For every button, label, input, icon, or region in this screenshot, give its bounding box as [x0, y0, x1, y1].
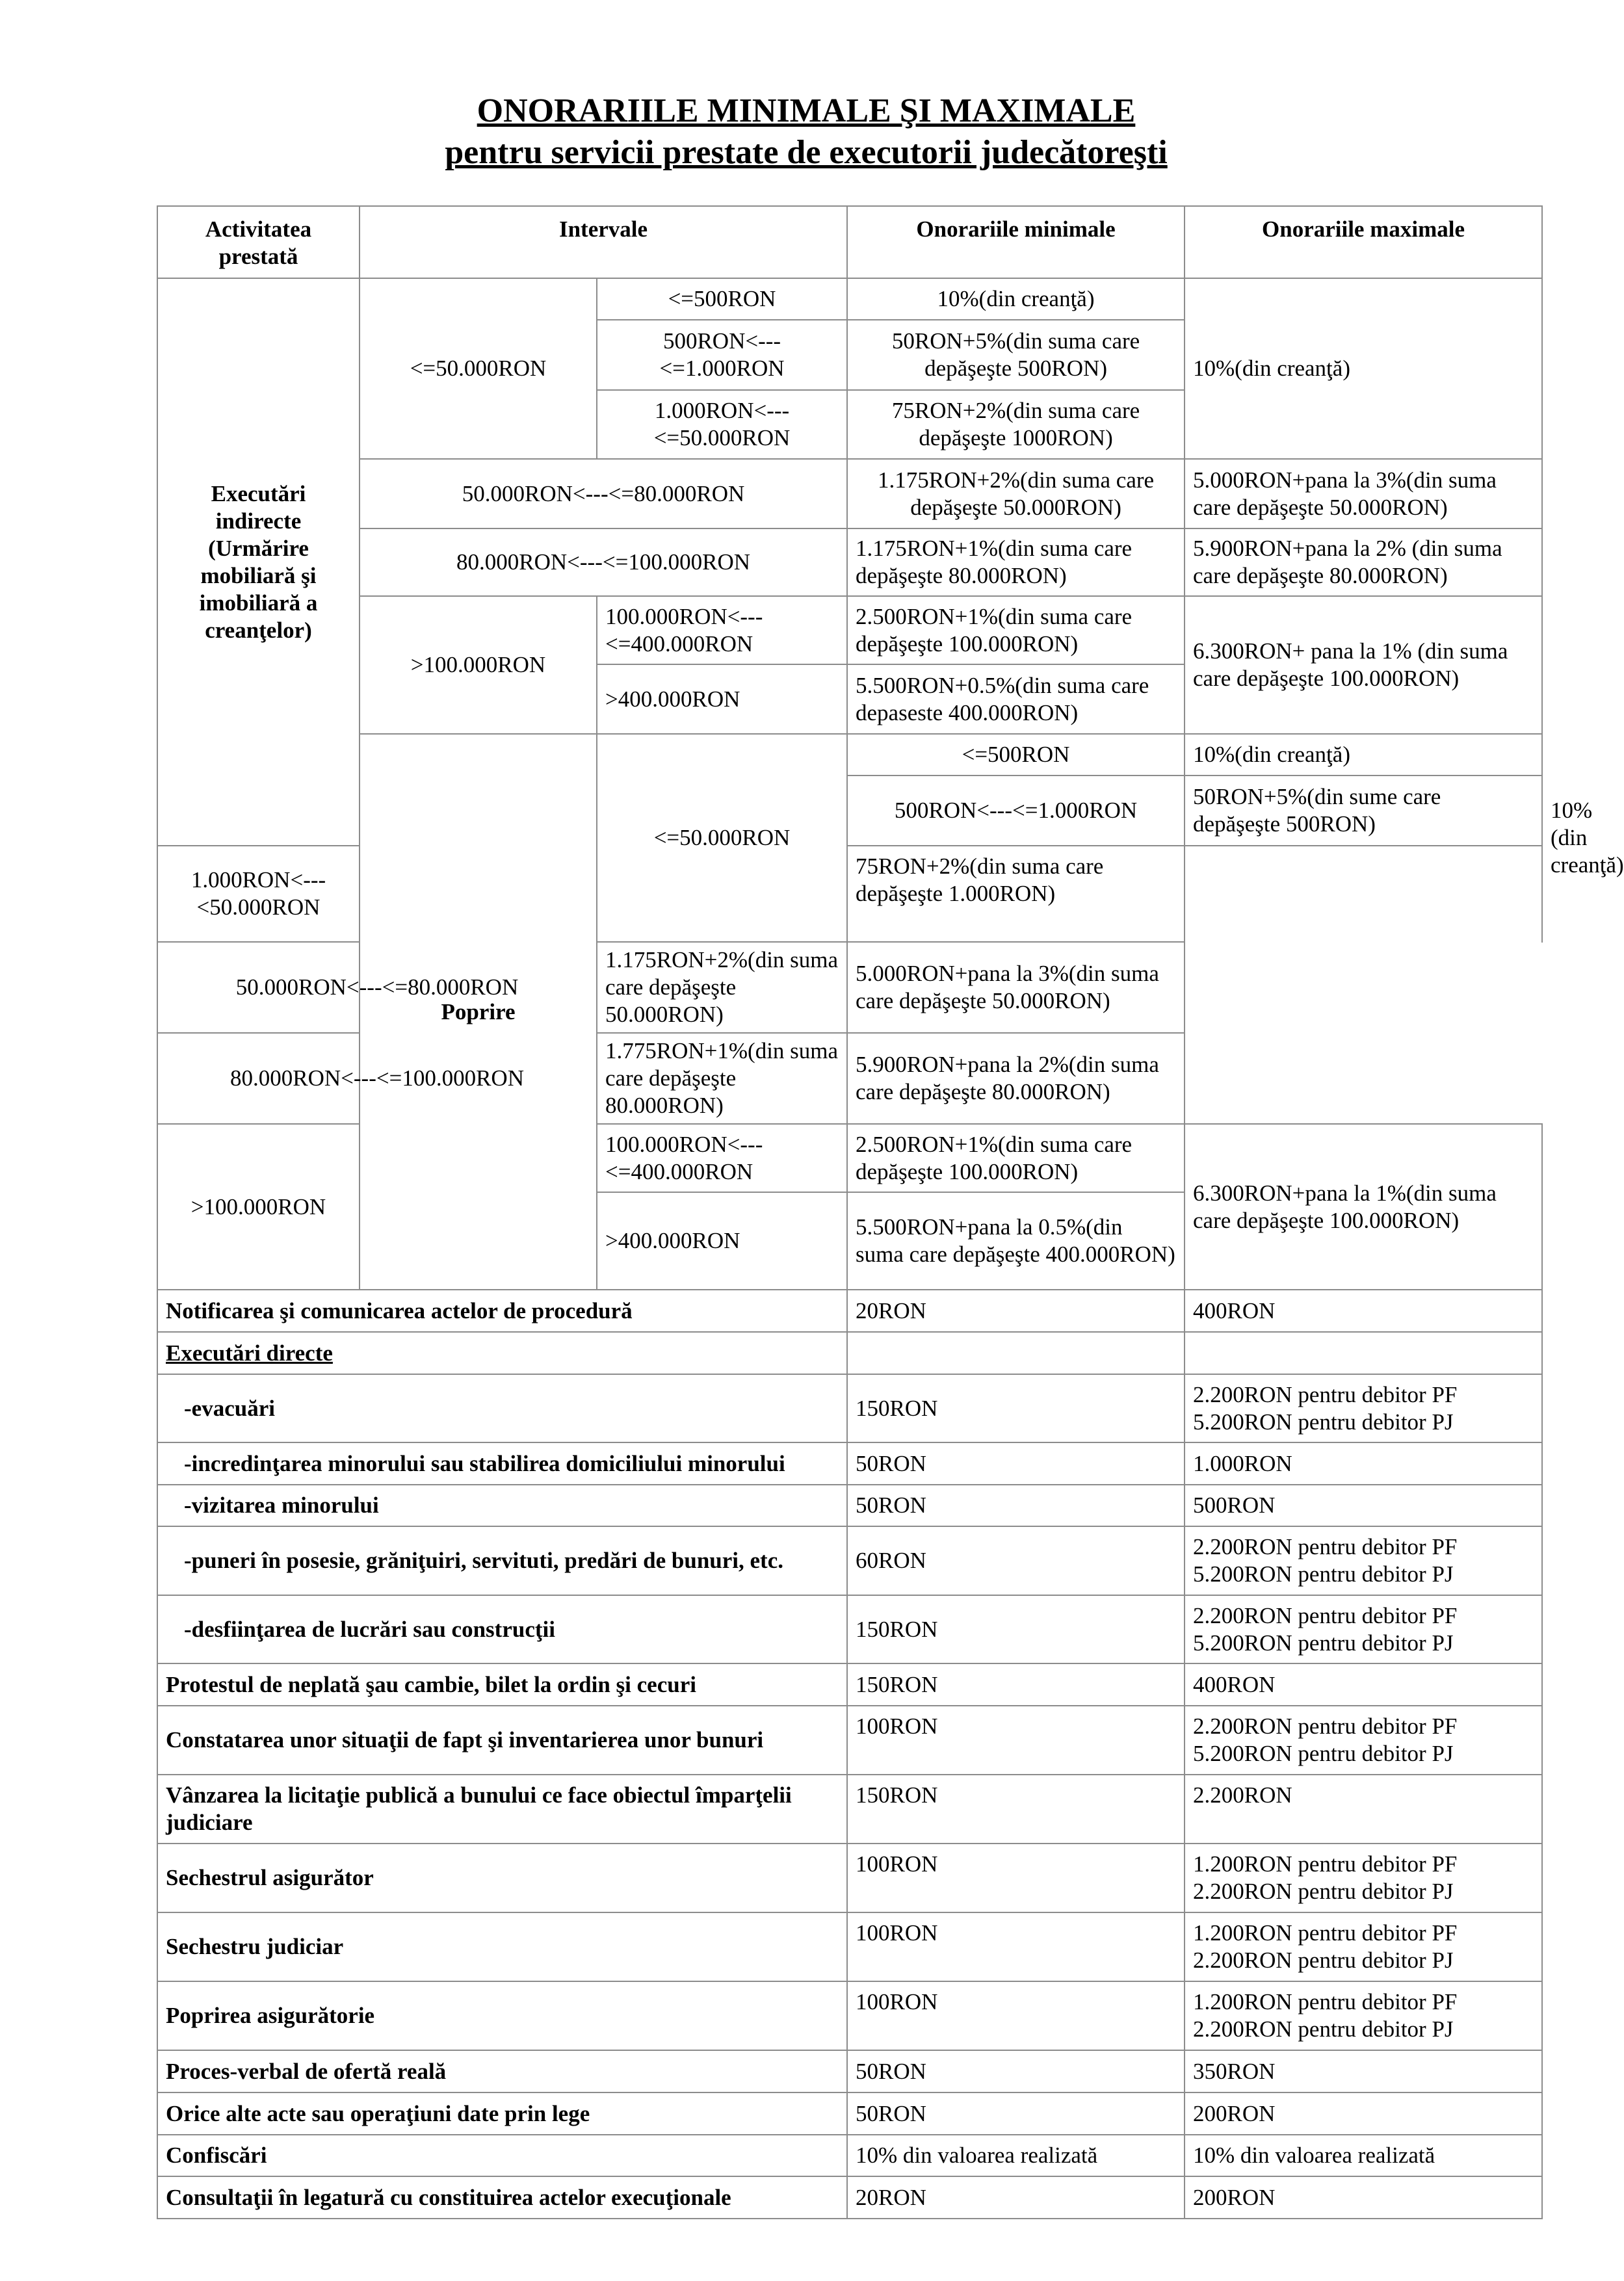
min-fee-cell: 1.175RON+2%(din suma care depăşeşte 50.000RON) — [597, 942, 847, 1033]
range-cell: 80.000RON<---<=100.000RON — [360, 528, 847, 596]
max-fee-cell: 5.900RON+pana la 2%(din suma care depăşeşte 80.000RON) — [847, 1033, 1185, 1124]
header-activity: Activitatea prestată — [157, 206, 360, 278]
table-row — [157, 1663, 1542, 1706]
table-row — [157, 1290, 1542, 1332]
max-fee-cell: 5.000RON+pana la 3%(din suma care depăşeşte 50.000RON) — [1185, 459, 1542, 528]
range-cell: >100.000RON — [157, 1124, 360, 1290]
table-row — [157, 528, 1542, 596]
min-fee-cell: 100RON — [847, 1981, 1185, 2050]
min-fee-cell: 100RON — [847, 1706, 1185, 1775]
subrange-cell: >400.000RON — [597, 664, 847, 734]
table-row — [157, 1442, 1542, 1485]
table-row — [157, 1706, 1542, 1775]
activity-cell: Sechestrul asigurător — [157, 1844, 847, 1912]
table-row — [157, 1374, 1542, 1442]
table-row — [157, 596, 1542, 664]
activity-indirect: Executări indirecte (Urmărire mobiliară şi imobiliară a creanţelor) — [157, 278, 360, 846]
min-fee-cell: 5.500RON+pana la 0.5%(din suma care depăşeşte 400.000RON) — [847, 1192, 1185, 1290]
activity-poprire: Poprire — [360, 734, 597, 1290]
table-row — [157, 2135, 1542, 2176]
activity-cell: Protestul de neplată şau cambie, bilet la ordin şi cecuri — [157, 1663, 847, 1706]
subrange-cell: <=500RON — [597, 278, 847, 320]
min-fee-cell: 2.500RON+1%(din suma care depăşeşte 100.000RON) — [847, 1124, 1185, 1192]
range-cell: 80.000RON<---<=100.000RON — [157, 1033, 597, 1124]
document-title: ONORARIILE MINIMALE ŞI MAXIMALE — [477, 92, 1136, 129]
activity-cell: Consultaţii în legatură cu constituirea actelor execuţionale — [157, 2176, 847, 2219]
document-subtitle: pentru servicii prestate de executorii judecătoreşti — [445, 134, 1168, 171]
subrange-cell: <=500RON — [847, 734, 1185, 776]
table-row — [157, 1332, 1542, 1374]
max-fee-line: 5.200RON pentru debitor PJ — [1193, 1741, 1454, 1766]
max-fee-cell: 1.000RON — [1185, 1442, 1542, 1485]
max-fee-cell: 5.900RON+pana la 2% (din suma care depăşeşte 80.000RON) — [1185, 528, 1542, 596]
max-fee-line: 2.200RON pentru debitor PF — [1193, 1381, 1458, 1407]
min-fee-cell: 50RON — [847, 1442, 1185, 1485]
max-fee-cell — [1185, 1844, 1542, 1912]
activity-cell: Vânzarea la licitaţie publică a bunului ce face obiectul împarţelii judiciare — [157, 1775, 847, 1844]
min-fee-cell: 50RON — [847, 2050, 1185, 2092]
max-fee-line: 2.200RON pentru debitor PJ — [1193, 1879, 1454, 1904]
table-row — [157, 1981, 1542, 2050]
min-fee-cell: 20RON — [847, 2176, 1185, 2219]
activity-cell: Proces-verbal de ofertă reală — [157, 2050, 847, 2092]
header-max: Onorariile maximale — [1185, 206, 1542, 278]
max-fee-cell: 10%(din creanţă) — [1185, 278, 1542, 459]
table-row — [157, 1595, 1542, 1663]
max-fee-cell: 6.300RON+ pana la 1% (din suma care depăşeşte 100.000RON) — [1185, 596, 1542, 734]
range-cell: <=50.000RON — [597, 734, 847, 942]
max-fee-cell: 400RON — [1185, 1290, 1542, 1332]
min-fee-cell: 20RON — [847, 1290, 1185, 1332]
subrange-cell: 1.000RON<---<=50.000RON — [597, 390, 847, 459]
activity-cell: -evacuări — [157, 1374, 847, 1442]
table-row — [157, 1844, 1542, 1912]
max-fee-cell — [1185, 1374, 1542, 1442]
max-fee-cell — [1185, 1526, 1542, 1595]
min-fee-cell: 150RON — [847, 1775, 1185, 1844]
activity-cell: -desfiinţarea de lucrări sau construcţii — [157, 1595, 847, 1663]
table-row: Poprire <=50.000RON <=500RON 10%(din creanţă) 10%(din creanţă) — [157, 734, 1542, 776]
range-cell: 50.000RON<---<=80.000RON — [157, 942, 597, 1033]
min-fee-cell: 50RON — [847, 2092, 1185, 2135]
min-fee-cell: 150RON — [847, 1595, 1185, 1663]
min-fee-cell: 10%(din creanţă) — [1185, 734, 1542, 776]
min-fee-cell: 150RON — [847, 1374, 1185, 1442]
min-fee-cell: 1.175RON+1%(din suma care depăşeşte 80.000RON) — [847, 528, 1185, 596]
max-fee-cell — [1185, 1332, 1542, 1374]
max-fee-line: 5.200RON pentru debitor PJ — [1193, 1630, 1454, 1656]
table-row — [157, 942, 1542, 1033]
max-fee-line: 5.200RON pentru debitor PJ — [1193, 1409, 1454, 1435]
max-fee-line: 2.200RON pentru debitor PF — [1193, 1602, 1458, 1628]
max-fee-line: 2.200RON pentru debitor PF — [1193, 1534, 1458, 1559]
min-fee-cell — [847, 1332, 1185, 1374]
min-fee-cell: 1.175RON+2%(din suma care depăşeşte 50.000RON) — [847, 459, 1185, 528]
table-row — [157, 1485, 1542, 1526]
section-heading-directe: Executări directe — [157, 1332, 847, 1374]
max-fee-cell: 5.000RON+pana la 3%(din suma care depăşeşte 50.000RON) — [847, 942, 1185, 1033]
max-fee-line: 2.200RON pentru debitor PJ — [1193, 1948, 1454, 1973]
range-cell: >100.000RON — [360, 596, 597, 734]
max-fee-line: 1.200RON pentru debitor PF — [1193, 1920, 1458, 1946]
max-fee-cell: 10% din valoarea realizată — [1185, 2135, 1542, 2176]
max-fee-cell: 500RON — [1185, 1485, 1542, 1526]
activity-cell: Orice alte acte sau operaţiuni date prin lege — [157, 2092, 847, 2135]
max-fee-line: 1.200RON pentru debitor PF — [1193, 1989, 1458, 2014]
max-fee-cell — [1185, 1595, 1542, 1663]
min-fee-cell: 50RON+5%(din suma care depăşeşte 500RON) — [847, 320, 1185, 390]
max-fee-line: 2.200RON pentru debitor PJ — [1193, 2016, 1454, 2042]
activity-cell: Confiscări — [157, 2135, 847, 2176]
max-fee-cell: 2.200RON — [1185, 1775, 1542, 1844]
table-row — [157, 2176, 1542, 2219]
max-fee-line: 1.200RON pentru debitor PF — [1193, 1851, 1458, 1877]
subrange-cell: >400.000RON — [597, 1192, 847, 1290]
min-fee-cell: 75RON+2%(din suma care depăşeşte 1.000RON) — [847, 846, 1185, 942]
table-row — [157, 2092, 1542, 2135]
table-row — [157, 1526, 1542, 1595]
table-row — [157, 278, 1542, 320]
min-fee-cell: 100RON — [847, 1844, 1185, 1912]
activity-cell: -puneri în posesie, grăniţuiri, servituti, predări de bunuri, etc. — [157, 1526, 847, 1595]
min-fee-cell: 2.500RON+1%(din suma care depăşeşte 100.000RON) — [847, 596, 1185, 664]
header-intervals: Intervale — [360, 206, 847, 278]
min-fee-cell: 10% din valoarea realizată — [847, 2135, 1185, 2176]
subrange-cell: 100.000RON<---<=400.000RON — [597, 596, 847, 664]
max-fee-cell: 200RON — [1185, 2176, 1542, 2219]
table-row — [157, 1775, 1542, 1844]
max-fee-cell — [1185, 1706, 1542, 1775]
range-cell: <=50.000RON — [360, 278, 597, 459]
table-row — [157, 459, 1542, 528]
range-cell: 50.000RON<---<=80.000RON — [360, 459, 847, 528]
table-row — [157, 2050, 1542, 2092]
subrange-cell: 100.000RON<---<=400.000RON — [597, 1124, 847, 1192]
activity-cell: Poprirea asigurătorie — [157, 1981, 847, 2050]
min-fee-cell: 5.500RON+0.5%(din suma care depaseste 400.000RON) — [847, 664, 1185, 734]
max-fee-line: 5.200RON pentru debitor PJ — [1193, 1561, 1454, 1587]
max-fee-line: 2.200RON pentru debitor PF — [1193, 1714, 1458, 1739]
max-fee-cell: 6.300RON+pana la 1%(din suma care depăşeşte 100.000RON) — [1185, 1124, 1542, 1290]
min-fee-cell: 10%(din creanţă) — [847, 278, 1185, 320]
max-fee-cell — [1185, 1981, 1542, 2050]
activity-cell: -vizitarea minorului — [157, 1485, 847, 1526]
fees-table — [157, 205, 1624, 2219]
min-fee-cell: 1.775RON+1%(din suma care depăşeşte 80.000RON) — [597, 1033, 847, 1124]
min-fee-cell: 150RON — [847, 1663, 1185, 1706]
subrange-cell: 500RON<---<=1.000RON — [847, 776, 1185, 846]
activity-cell: Sechestru judiciar — [157, 1912, 847, 1981]
min-fee-cell: 60RON — [847, 1526, 1185, 1595]
activity-cell: -incredinţarea minorului sau stabilirea domiciliului minorului — [157, 1442, 847, 1485]
header-min: Onorariile minimale — [847, 206, 1185, 278]
activity-cell: Notificarea şi comunicarea actelor de procedură — [157, 1290, 847, 1332]
max-fee-cell: 400RON — [1185, 1663, 1542, 1706]
header-row — [157, 206, 1542, 278]
max-fee-cell — [1185, 1912, 1542, 1981]
subrange-cell: 1.000RON<---<50.000RON — [157, 846, 360, 942]
min-fee-cell: 50RON+5%(din sume care depăşeşte 500RON) — [1185, 776, 1542, 846]
max-fee-cell: 350RON — [1185, 2050, 1542, 2092]
min-fee-cell: 75RON+2%(din suma care depăşeşte 1000RON) — [847, 390, 1185, 459]
min-fee-cell: 50RON — [847, 1485, 1185, 1526]
table-row — [157, 1033, 1542, 1124]
min-fee-cell: 100RON — [847, 1912, 1185, 1981]
table-row — [157, 1912, 1542, 1981]
max-fee-cell: 200RON — [1185, 2092, 1542, 2135]
activity-cell: Constatarea unor situaţii de fapt şi inventarierea unor bunuri — [157, 1706, 847, 1775]
subrange-cell: 500RON<---<=1.000RON — [597, 320, 847, 390]
